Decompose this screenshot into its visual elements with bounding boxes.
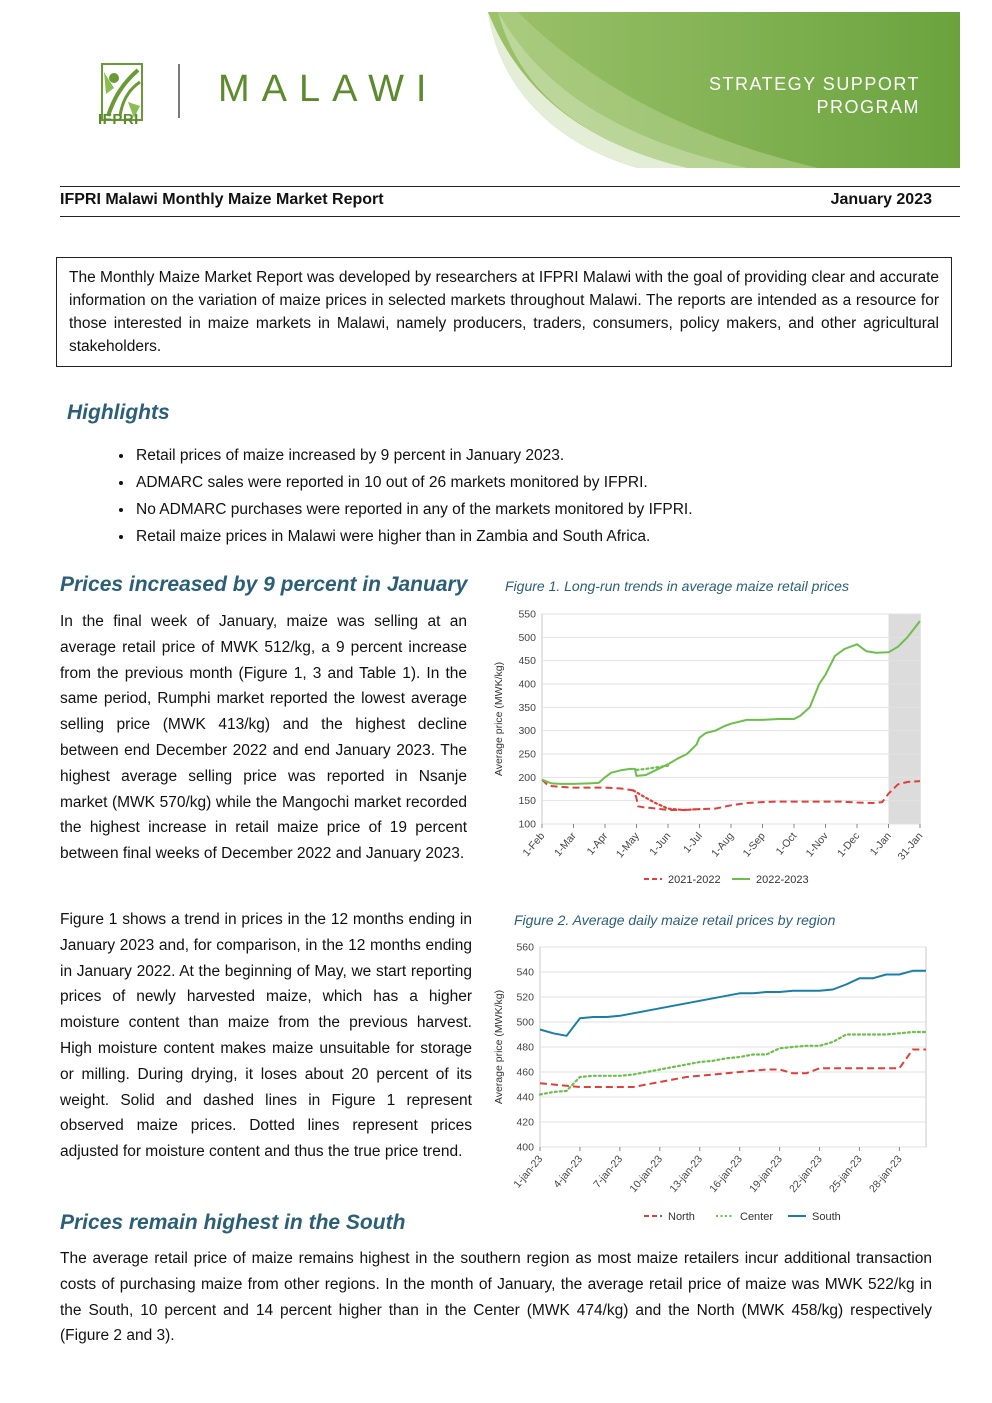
highlights-heading: Highlights — [67, 401, 170, 424]
y-tick-label: 520 — [516, 991, 534, 1004]
x-tick-label: 1-jan-23 — [511, 1153, 546, 1191]
x-tick-label: 7-jan-23 — [591, 1153, 626, 1191]
y-tick-label: 420 — [516, 1116, 534, 1129]
x-tick-label: 1-Oct — [773, 830, 800, 858]
x-tick-label: 28-jan-23 — [866, 1153, 905, 1195]
program-name — [690, 73, 920, 119]
plot-area — [542, 614, 920, 824]
highlights-list — [100, 442, 934, 550]
figure2-caption: Figure 2. Average daily maize retail prices by region — [514, 912, 836, 928]
x-tick-label: 31-Jan — [895, 830, 926, 863]
y-tick-label: 450 — [518, 655, 536, 668]
section2-heading: Prices remain highest in the South — [60, 1211, 406, 1234]
x-tick-label: 1-Jun — [647, 830, 674, 859]
x-tick-label: 1-Jul — [680, 830, 705, 856]
header-rule-top — [60, 186, 960, 187]
y-tick-label: 550 — [518, 608, 536, 621]
y-tick-label: 400 — [518, 678, 536, 691]
x-tick-label: 22-jan-23 — [787, 1153, 825, 1195]
legend-label: Center — [740, 1211, 774, 1223]
y-tick-label: 300 — [518, 725, 536, 738]
x-tick-label: 1-Apr — [584, 830, 611, 858]
intro-box: The Monthly Maize Market Report was developed by researchers at IFPRI Malawi with the goal of providing clear and accurate information on the variation of maize prices in selected markets throughout Malawi. The reports are intended as a resource for those interested in maize markets in Malawi, namely producers, traders, consumers, policy makers, and other agricultural stakeholders. — [56, 257, 952, 367]
section1-para2: Figure 1 shows a trend in prices in the 12 months ending in January 2023 and, for comparison, in the 12 months ending in January 2022. At the beginning of May, we start reporting prices of newly harvested maize, which has a higher moisture content than maize from the previous harvest. High moisture content makes maize unsuitable for storage or milling. During drying, it loses about 20 percent of its weight. Solid and dashed lines in Figure 1 represent observed maize prices. Dotted lines represent prices adjusted for moisture content and thus the true price trend. — [60, 911, 472, 1161]
x-tick-label: 1-Nov — [803, 830, 831, 860]
y-tick-label: 400 — [516, 1141, 534, 1154]
section2-para: The average retail price of maize remains highest in the southern region as most maize retailers incur additional transaction costs of purchasing maize from other regions. In the month of January, the average retail price of maize was MWK 522/kg in the South, 10 percent and 14 percent higher than in the Center (MWK 474/kg) and the North (MWK 458/kg) respectively (Figure 2 and 3). — [60, 1250, 932, 1345]
legend-label: North — [668, 1211, 695, 1223]
country-wordmark: MALAWI — [218, 68, 439, 110]
x-tick-label: 1-Feb — [520, 830, 548, 859]
y-tick-label: 440 — [516, 1091, 534, 1104]
section1-para1: In the final week of January, maize was selling at an average retail price of MWK 512/kg, a 9 percent increase from the previous month (Figure 1, 3 and Table 1). In the same period, Rumphi market reported the lowest average selling price (MWK 413/kg) and the highest decline between end December 2022 and end January 2023. The highest average selling price was reported in Nsanje market (MWK 570/kg) while the Mangochi market recorded the highest increase in retail maize price of 19 percent between final weeks of December 2022 and January 2023. — [60, 613, 467, 863]
legend-label: 2021-2022 — [668, 874, 721, 886]
x-tick-label: 1-Jan — [867, 830, 894, 859]
logo-divider — [178, 64, 180, 118]
report-date: January 2023 — [830, 191, 932, 208]
header-rule-bottom — [60, 216, 960, 217]
y-tick-label: 100 — [518, 818, 536, 831]
y-tick-label: 460 — [516, 1066, 534, 1079]
y-tick-label: 500 — [516, 1016, 534, 1029]
y-tick-label: 150 — [518, 795, 536, 808]
y-tick-label: 350 — [518, 701, 536, 714]
x-tick-label: 1-Mar — [551, 830, 579, 859]
figure2-chart — [488, 936, 938, 1228]
ifpri-wordmark: IFPRI — [98, 111, 139, 128]
y-tick-label: 480 — [516, 1041, 534, 1054]
x-tick-label: 19-jan-23 — [747, 1153, 785, 1195]
highlight-item: • No ADMARC purchases were reported in any of the markets monitored by IFPRI. — [134, 496, 934, 523]
x-tick-label: 1-Aug — [709, 830, 737, 860]
x-tick-label: 13-jan-23 — [667, 1153, 706, 1195]
x-tick-label: 16-jan-23 — [707, 1153, 745, 1195]
y-tick-label: 560 — [516, 941, 534, 954]
x-tick-label: 25-jan-23 — [827, 1153, 865, 1195]
highlight-item: • Retail prices of maize increased by 9 percent in January 2023. — [134, 442, 934, 469]
x-tick-label: 1-Dec — [835, 830, 863, 860]
y-tick-label: 250 — [518, 748, 536, 761]
y-tick-label: 540 — [516, 966, 534, 979]
y-tick-label: 500 — [518, 631, 536, 644]
figure1-chart — [488, 600, 938, 895]
y-axis-label: Average price (MWK/kg) — [493, 661, 505, 777]
y-tick-label: 200 — [518, 771, 536, 784]
shaded-region — [889, 614, 921, 824]
y-axis-label: Average price (MWK/kg) — [493, 989, 505, 1105]
program-name-line2: PROGRAM — [816, 97, 920, 117]
legend-label: 2022-2023 — [756, 874, 809, 886]
x-tick-label: 1-May — [613, 830, 642, 861]
section1-heading: Prices increased by 9 percent in January — [60, 573, 468, 596]
highlight-item: • Retail maize prices in Malawi were higher than in Zambia and South Africa. — [134, 523, 934, 550]
x-tick-label: 4-jan-23 — [551, 1153, 586, 1191]
highlight-item: • ADMARC sales were reported in 10 out of 26 markets monitored by IFPRI. — [134, 469, 934, 496]
x-tick-label: 10-jan-23 — [627, 1153, 666, 1195]
x-tick-label: 1-Sep — [740, 830, 768, 860]
figure1-caption: Figure 1. Long-run trends in average maize retail prices — [505, 578, 849, 594]
legend-label: South — [812, 1211, 841, 1223]
program-name-line1: STRATEGY SUPPORT — [708, 74, 920, 94]
report-title: IFPRI Malawi Monthly Maize Market Report — [60, 191, 384, 208]
